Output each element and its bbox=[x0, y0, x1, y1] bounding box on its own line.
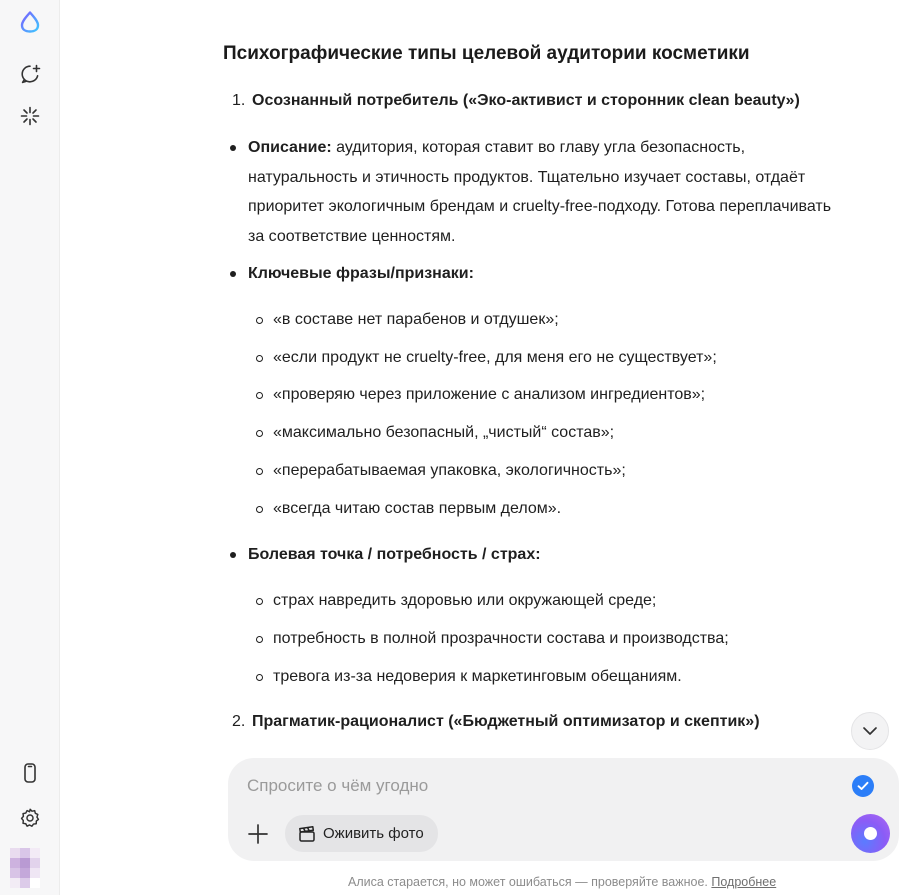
ordered-item-1 bbox=[232, 92, 800, 110]
description-label: Описание: bbox=[248, 139, 332, 156]
animate-photo-label: Оживить фото bbox=[323, 825, 424, 842]
alice-orb-icon bbox=[864, 827, 877, 840]
chat-message bbox=[222, 0, 862, 748]
list-item: страх навредить здоровью или окружающей среде; bbox=[273, 592, 657, 609]
clapperboard-icon bbox=[298, 825, 316, 843]
sidebar bbox=[0, 0, 60, 895]
disclaimer-text: Алиса старается, но может ошибаться — проверяйте важное. bbox=[348, 875, 708, 889]
phrases-bullet bbox=[248, 259, 848, 289]
gear-icon[interactable] bbox=[14, 802, 46, 834]
plus-icon bbox=[247, 823, 269, 845]
item-number: 2. bbox=[232, 713, 246, 730]
message-title: Психографические типы целевой аудитории косметики bbox=[223, 43, 750, 64]
list-item: «всегда читаю состав первым делом». bbox=[273, 500, 562, 517]
list-item: «максимально безопасный, „чистый“ состав»; bbox=[273, 424, 615, 441]
avatar[interactable] bbox=[10, 848, 40, 886]
list-item: потребность в полной прозрачности состава и производства; bbox=[273, 630, 729, 647]
description-text: аудитория, которая ставит во главу угла безопасность, натуральность и этичность продуктов. Тщательно изучает составы, отдаёт приоритет экологичным брендам и cruelty-free-подходу. Готова переплачивать за соответствие ценностям. bbox=[248, 139, 832, 245]
alice-voice-button[interactable] bbox=[851, 814, 890, 853]
pain-label: Болевая точка / потребность / страх: bbox=[248, 546, 541, 563]
new-chat-icon[interactable] bbox=[14, 58, 46, 90]
phrases-label: Ключевые фразы/признаки: bbox=[248, 265, 474, 282]
list-item: «если продукт не cruelty-free, для меня его не существует»; bbox=[273, 349, 717, 366]
message-input[interactable] bbox=[247, 773, 807, 799]
check-icon[interactable] bbox=[852, 775, 874, 797]
list-item: «проверяю через приложение с анализом ингредиентов»; bbox=[273, 386, 706, 403]
list-item: «в составе нет парабенов и отдушек»; bbox=[273, 311, 559, 328]
footer-disclaimer bbox=[348, 875, 776, 889]
ordered-item-2 bbox=[232, 713, 760, 731]
animate-photo-button[interactable] bbox=[285, 815, 438, 852]
more-link[interactable]: Подробнее bbox=[711, 875, 777, 889]
scroll-down-button[interactable] bbox=[851, 712, 889, 750]
phone-icon[interactable] bbox=[14, 757, 46, 789]
alice-logo-icon[interactable] bbox=[14, 6, 46, 38]
chevron-down-icon bbox=[862, 726, 878, 736]
pain-bullet bbox=[248, 540, 848, 570]
list-item: тревога из-за недоверия к маркетинговым обещаниям. bbox=[273, 668, 682, 685]
sparkle-icon[interactable] bbox=[14, 100, 46, 132]
message-composer bbox=[228, 758, 899, 861]
description-bullet bbox=[248, 133, 848, 251]
item-heading: Прагматик-рационалист («Бюджетный оптимизатор и скептик») bbox=[252, 713, 760, 730]
add-attachment-button[interactable] bbox=[245, 821, 271, 847]
item-number: 1. bbox=[232, 92, 246, 109]
list-item: «перерабатываемая упаковка, экологичность»; bbox=[273, 462, 626, 479]
item-heading: Осознанный потребитель («Эко-активист и сторонник clean beauty») bbox=[252, 92, 800, 109]
